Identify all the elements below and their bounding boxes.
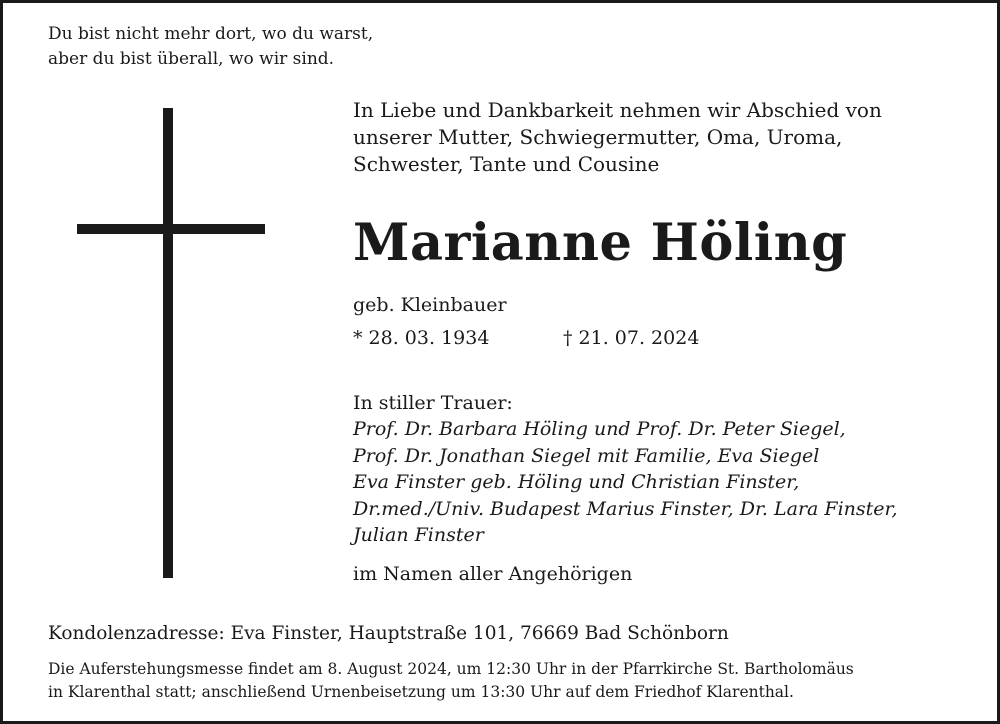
deceased-name: Marianne Höling [353,213,848,273]
mourner-line: Julian Finster [353,524,484,546]
motto-line: Du bist nicht mehr dort, wo du warst, [48,24,374,44]
condolence-address: Kondolenzadresse: Eva Finster, Hauptstraße 101, 76669 Bad Schönborn [48,623,729,644]
service-details [48,658,854,704]
birth-date: * 28. 03. 1934 [353,327,490,349]
cross-horizontal-bar [77,224,265,234]
service-line: Die Auferstehungsmesse findet am 8. August 2024, um 12:30 Uhr in der Pfarrkirche St. Bartholomäus [48,660,854,678]
mourner-line: Eva Finster geb. Höling und Christian Finster, [353,471,800,493]
mourning-label: In stiller Trauer: [353,392,513,414]
farewell-intro [353,97,882,178]
intro-line: In Liebe und Dankbarkeit nehmen wir Abschied von [353,98,882,122]
intro-line: Schwester, Tante und Cousine [353,152,660,176]
mourners-list [353,416,898,549]
intro-line: unserer Mutter, Schwiegermutter, Oma, Uroma, [353,125,843,149]
death-date: † 21. 07. 2024 [563,327,700,349]
mourner-line: Prof. Dr. Barbara Höling und Prof. Dr. Peter Siegel, [353,418,846,440]
mourner-line: Dr.med./Univ. Budapest Marius Finster, Dr. Lara Finster, [353,497,898,520]
cross-vertical-bar [163,108,173,578]
motto-line: aber du bist überall, wo wir sind. [48,49,335,69]
maiden-name: geb. Kleinbauer [353,294,507,316]
service-line: in Klarenthal statt; anschließend Urnenbeisetzung um 13:30 Uhr auf dem Friedhof Klarenthal. [48,683,794,701]
mourner-line: Prof. Dr. Jonathan Siegel mit Familie, Eva Siegel [353,444,820,467]
motto-verse [48,22,373,72]
family-note: im Namen aller Angehörigen [353,563,633,585]
